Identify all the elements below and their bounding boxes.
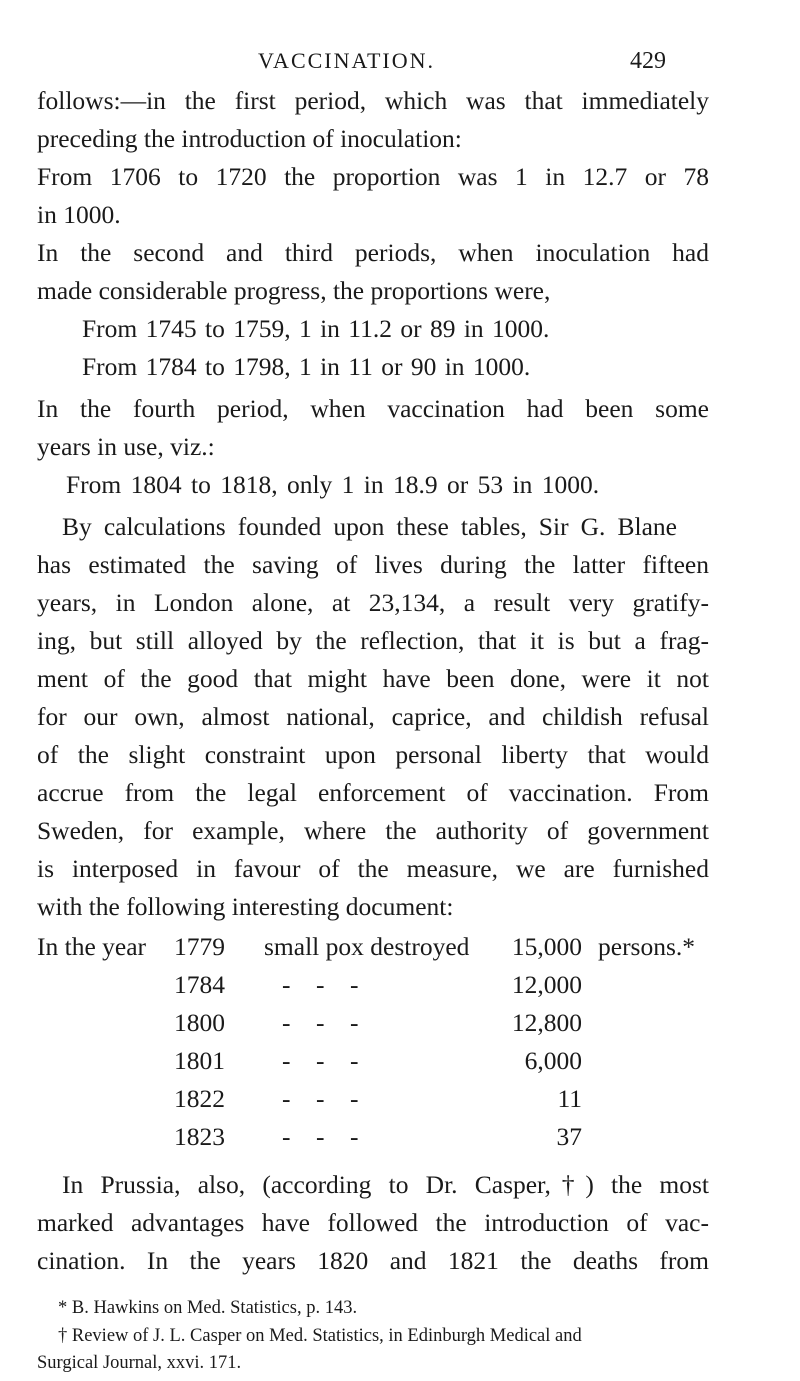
text-line: Sweden, for example, where the authority of government bbox=[37, 816, 709, 845]
table-year: 1822 bbox=[174, 1084, 225, 1113]
text-line: ing, but still alloyed by the reflection, that it is but a frag- bbox=[37, 626, 709, 655]
table-lead: In the year bbox=[37, 932, 147, 961]
text-line: in 1000. bbox=[37, 200, 121, 229]
table-year: 1800 bbox=[174, 1008, 225, 1037]
table-count: 11 bbox=[557, 1084, 582, 1113]
table-year: 1801 bbox=[174, 1046, 225, 1075]
text-line: From 1706 to 1720 the proportion was 1 in 12.7 or 78 bbox=[37, 162, 709, 191]
table-count: 12,800 bbox=[511, 1008, 582, 1037]
table-year: 1823 bbox=[174, 1122, 225, 1151]
text-line: From 1745 to 1759, 1 in 11.2 or 89 in 1000. bbox=[82, 314, 550, 343]
text-line: marked advantages have followed the introduction of vac- bbox=[37, 1208, 709, 1237]
table-ditto: - - - bbox=[282, 1046, 359, 1075]
footnote: * B. Hawkins on Med. Statistics, p. 143. bbox=[58, 1298, 358, 1318]
text-line: From 1804 to 1818, only 1 in 18.9 or 53 in 1000. bbox=[66, 470, 600, 499]
table-count: 6,000 bbox=[524, 1046, 582, 1075]
running-head: VACCINATION. bbox=[258, 48, 435, 73]
footnote: Surgical Journal, xxvi. 171. bbox=[37, 1353, 242, 1373]
table-ditto: - - - bbox=[282, 970, 359, 999]
text-line: follows:—in the first period, which was that immediately bbox=[37, 86, 709, 115]
text-line: with the following interesting document: bbox=[37, 892, 454, 921]
text-line: of the slight constraint upon personal liberty that would bbox=[37, 740, 709, 769]
text-line: In Prussia, also, (according to Dr. Casper,†) the most bbox=[62, 1170, 709, 1199]
text-line: preceding the introduction of inoculation: bbox=[37, 124, 462, 153]
footnote: † Review of J. L. Casper on Med. Statistics, in Edinburgh Medical and bbox=[58, 1326, 582, 1346]
table-count: 15,000 bbox=[511, 932, 582, 961]
table-ditto: - - - bbox=[282, 1008, 359, 1037]
page-number: 429 bbox=[630, 48, 666, 74]
text-line: is interposed in favour of the measure, we are furnished bbox=[37, 854, 709, 883]
table-year: 1779 bbox=[174, 932, 225, 961]
table-ditto: - - - bbox=[282, 1122, 359, 1151]
table-count: 12,000 bbox=[511, 970, 582, 999]
table-year: 1784 bbox=[174, 970, 225, 999]
text-line: In the fourth period, when vaccination had been some bbox=[37, 394, 709, 423]
text-line: years, in London alone, at 23,134, a result very gratify- bbox=[37, 588, 709, 617]
text-line: made considerable progress, the proportions were, bbox=[37, 276, 551, 305]
text-line: has estimated the saving of lives during the latter fifteen bbox=[37, 550, 709, 579]
text-line: for our own, almost national, caprice, and childish refusal bbox=[37, 702, 709, 731]
table-suffix: persons.* bbox=[598, 932, 696, 961]
table-ditto: - - - bbox=[282, 1084, 359, 1113]
text-line: By calculations founded upon these tables, Sir G. Blane bbox=[62, 512, 677, 541]
text-line: cination. In the years 1820 and 1821 the deaths from bbox=[37, 1246, 709, 1275]
text-line: In the second and third periods, when inoculation had bbox=[37, 238, 709, 267]
text-line: years in use, viz.: bbox=[37, 432, 215, 461]
text-line: ment of the good that might have been done, were it not bbox=[37, 664, 709, 693]
text-line: accrue from the legal enforcement of vaccination. From bbox=[37, 778, 709, 807]
text-line: From 1784 to 1798, 1 in 11 or 90 in 1000. bbox=[82, 352, 531, 381]
table-description: small pox destroyed bbox=[264, 932, 470, 961]
table-count: 37 bbox=[556, 1122, 582, 1151]
